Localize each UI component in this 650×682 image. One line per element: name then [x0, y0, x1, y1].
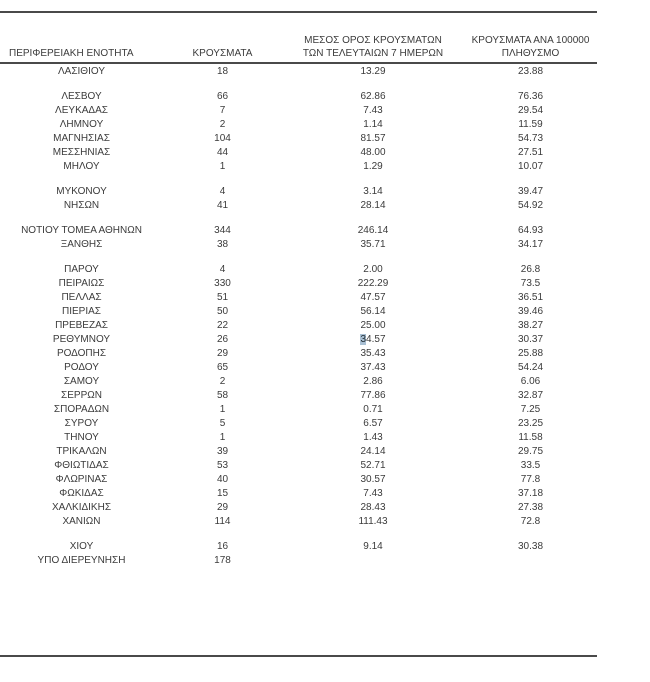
cell-cases: 4 [219, 264, 226, 275]
cell-per100k [464, 554, 597, 568]
cell-avg7: 34.57 [360, 334, 386, 345]
cell-per100k: 54.92 [517, 200, 544, 211]
cell-cases: 53 [216, 460, 229, 471]
cell-region: ΤΗΝΟΥ [64, 432, 99, 443]
cell-cases: 178 [214, 555, 231, 566]
cell-region: ΜΑΓΝΗΣΙΑΣ [53, 133, 110, 144]
cell-region: ΣΕΡΡΩΝ [61, 390, 102, 401]
cell-avg7: 7.43 [363, 488, 383, 499]
cell-avg7: 81.57 [360, 133, 386, 144]
cell-avg7: 13.29 [360, 66, 386, 77]
cell-per100k: 38.27 [517, 320, 544, 331]
cell-avg7: 62.86 [360, 91, 386, 102]
cell-region: ΣΥΡΟΥ [64, 418, 99, 429]
cell-region: ΥΠΟ ΔΙΕΡΕΥΝΗΣΗ [37, 555, 126, 566]
table-row [0, 347, 597, 361]
cell-cases: 40 [216, 474, 229, 485]
cell-per100k: 54.24 [517, 362, 544, 373]
cell-per100k: 27.38 [517, 502, 544, 513]
column-header-per100k [464, 34, 597, 60]
cell-avg7: 28.14 [360, 200, 386, 211]
cell-avg7: 25.00 [360, 320, 386, 331]
cell-avg7: 56.14 [360, 306, 386, 317]
table-row [0, 540, 597, 554]
cell-cases: 15 [216, 488, 229, 499]
table-row [0, 118, 597, 132]
cell-region: ΡΟΔΟΥ [64, 362, 99, 373]
cell-region: ΧΙΟΥ [69, 541, 94, 552]
table-row [0, 473, 597, 487]
table-row [0, 90, 597, 104]
cell-per100k: 76.36 [517, 91, 544, 102]
cell-region: ΦΩΚΙΔΑΣ [59, 488, 104, 499]
column-header-per100k-line2: ΠΛΗΘΥΣΜΟ [501, 48, 560, 59]
cell-region: ΛΑΣΙΘΙΟΥ [58, 66, 105, 77]
cell-cases: 18 [216, 66, 229, 77]
column-header-avg7-line1: ΜΕΣΟΣ ΟΡΟΣ ΚΡΟΥΣΜΑΤΩΝ [304, 35, 442, 46]
cell-region: ΜΗΛΟΥ [63, 161, 100, 172]
table-row [0, 291, 597, 305]
cell-per100k: 39.46 [517, 306, 544, 317]
cell-per100k: 10.07 [517, 161, 544, 172]
cell-cases: 7 [219, 105, 226, 116]
cell-per100k: 23.25 [517, 418, 544, 429]
cell-per100k: 6.06 [520, 376, 541, 387]
cell-cases: 38 [216, 239, 229, 250]
table-row [0, 403, 597, 417]
cell-cases: 26 [216, 334, 229, 345]
cell-region: ΤΡΙΚΑΛΩΝ [56, 446, 107, 457]
cell-region: ΦΛΩΡΙΝΑΣ [55, 474, 108, 485]
cell-region: ΡΟΔΟΠΗΣ [56, 348, 107, 359]
cell-cases: 66 [216, 91, 229, 102]
table-row [0, 554, 597, 568]
table-row [0, 361, 597, 375]
cell-avg7: 2.86 [363, 376, 383, 387]
table-row [0, 515, 597, 529]
cell-cases: 4 [219, 186, 226, 197]
cell-per100k: 54.73 [517, 133, 544, 144]
cell-cases: 29 [216, 348, 229, 359]
cell-avg7: 0.71 [363, 404, 383, 415]
cell-cases: 29 [216, 502, 229, 513]
column-header-cases: ΚΡΟΥΣΜΑΤΑ [192, 48, 253, 59]
cell-cases: 344 [214, 225, 231, 236]
cell-region: ΡΕΘΥΜΝΟΥ [52, 334, 111, 345]
column-header-avg7-line2: ΤΩΝ ΤΕΛΕΥΤΑΙΩΝ 7 ΗΜΕΡΩΝ [302, 48, 444, 59]
cell-per100k: 30.37 [517, 334, 544, 345]
table-row [0, 459, 597, 473]
cell-avg7: 52.71 [360, 460, 386, 471]
table-row [0, 501, 597, 515]
table-row [0, 104, 597, 118]
cell-per100k: 11.58 [518, 432, 543, 443]
table-row [0, 199, 597, 213]
cell-per100k: 73.5 [520, 278, 541, 289]
table-row [0, 389, 597, 403]
cell-per100k: 64.93 [517, 225, 544, 236]
cell-region: ΜΥΚΟΝΟΥ [56, 186, 107, 197]
cell-cases: 5 [219, 418, 226, 429]
cell-region: ΜΕΣΣΗΝΙΑΣ [52, 147, 111, 158]
cell-avg7: 2.00 [363, 264, 383, 275]
cell-avg7: 6.57 [363, 418, 383, 429]
cell-cases: 2 [219, 376, 226, 387]
cell-per100k: 33.5 [520, 460, 541, 471]
table-row [0, 319, 597, 333]
cell-avg7: 9.14 [363, 541, 383, 552]
cell-avg7: 37.43 [360, 362, 386, 373]
cell-avg7: 28.43 [360, 502, 386, 513]
cell-avg7: 1.43 [363, 432, 383, 443]
cell-per100k: 23.88 [517, 66, 544, 77]
cell-avg7: 24.14 [360, 446, 386, 457]
cell-per100k: 29.75 [517, 446, 544, 457]
table-top-rule [0, 11, 597, 13]
cell-cases: 44 [216, 147, 229, 158]
cell-region: ΠΙΕΡΙΑΣ [62, 306, 101, 317]
table-row [0, 487, 597, 501]
cell-cases: 330 [214, 278, 231, 289]
cell-per100k: 32.87 [517, 390, 544, 401]
table-row [0, 375, 597, 389]
cell-cases: 16 [216, 541, 229, 552]
cell-cases: 58 [216, 390, 229, 401]
cell-region: ΠΡΕΒΕΖΑΣ [55, 320, 108, 331]
cell-region: ΧΑΛΚΙΔΙΚΗΣ [52, 502, 111, 513]
cell-avg7: 77.86 [360, 390, 386, 401]
cell-cases: 39 [216, 446, 229, 457]
cell-avg7: 111.43 [358, 516, 388, 527]
cell-per100k: 77.8 [520, 474, 541, 485]
table-row [0, 146, 597, 160]
cell-cases: 1 [219, 404, 226, 415]
table-row [0, 263, 597, 277]
cell-avg7: 222.29 [357, 278, 389, 289]
cell-per100k: 39.47 [517, 186, 544, 197]
table-row [0, 305, 597, 319]
cell-avg7: 35.71 [360, 239, 386, 250]
cell-region: ΛΕΣΒΟΥ [61, 91, 102, 102]
cell-per100k: 7.25 [520, 404, 541, 415]
cell-avg7: 246.14 [357, 225, 389, 236]
table-row [0, 277, 597, 291]
table-row [0, 65, 597, 79]
cell-avg7: 30.57 [360, 474, 386, 485]
table-bottom-rule [0, 655, 597, 657]
cell-cases: 41 [216, 200, 229, 211]
cell-per100k: 29.54 [517, 105, 544, 116]
cell-cases: 1 [219, 161, 226, 172]
table-row [0, 417, 597, 431]
table-body [0, 65, 597, 568]
column-header-avg7 [282, 34, 464, 60]
cell-per100k: 26.8 [520, 264, 541, 275]
cell-region: ΣΠΟΡΑΔΩΝ [53, 404, 110, 415]
cell-region: ΠΑΡΟΥ [64, 264, 99, 275]
cell-cases: 114 [214, 516, 231, 527]
column-header-per100k-line1: ΚΡΟΥΣΜΑΤΑ ΑΝΑ 100000 [471, 35, 590, 46]
cell-region: ΝΗΣΩΝ [63, 200, 100, 211]
cell-cases: 2 [219, 119, 226, 130]
cell-per100k: 25.88 [517, 348, 544, 359]
cell-region: ΛΕΥΚΑΔΑΣ [55, 105, 108, 116]
cell-region: ΝΟΤΙΟΥ ΤΟΜΕΑ ΑΘΗΝΩΝ [21, 225, 142, 236]
cell-cases: 65 [216, 362, 229, 373]
cell-per100k: 72.8 [520, 516, 541, 527]
cell-per100k: 37.18 [517, 488, 544, 499]
column-header-region: ΠΕΡΙΦΕΡΕΙΑΚΗ ΕΝΟΤΗΤΑ [9, 48, 134, 59]
cell-region: ΠΕΛΛΑΣ [61, 292, 102, 303]
cell-cases: 50 [216, 306, 229, 317]
cell-cases: 104 [214, 133, 231, 144]
selected-text: 3 [360, 334, 367, 345]
cell-region: ΛΗΜΝΟΥ [59, 119, 104, 130]
cell-per100k: 11.59 [518, 119, 543, 130]
cell-cases: 22 [216, 320, 229, 331]
cell-per100k: 27.51 [517, 147, 544, 158]
cell-avg7: 7.43 [363, 105, 383, 116]
table-row [0, 238, 597, 252]
cell-region: ΣΑΜΟΥ [63, 376, 100, 387]
cell-region: ΦΘΙΩΤΙΔΑΣ [54, 460, 109, 471]
cell-avg7: 48.00 [360, 147, 386, 158]
cell-avg7: 3.14 [363, 186, 383, 197]
table-row [0, 224, 597, 238]
cell-region: ΧΑΝΙΩΝ [62, 516, 101, 527]
table-row [0, 445, 597, 459]
table-row [0, 132, 597, 146]
cell-avg7 [282, 554, 464, 568]
cell-region: ΠΕΙΡΑΙΩΣ [58, 278, 105, 289]
cell-per100k: 34.17 [517, 239, 544, 250]
cell-avg7: 35.43 [360, 348, 386, 359]
cell-per100k: 30.38 [517, 541, 544, 552]
header-bottom-rule [0, 62, 597, 64]
table-header-row [0, 34, 597, 60]
cell-cases: 51 [216, 292, 229, 303]
cell-avg7: 1.14 [363, 119, 383, 130]
cell-avg7: 1.29 [363, 161, 383, 172]
cell-region: ΞΑΝΘΗΣ [60, 239, 103, 250]
table-row [0, 431, 597, 445]
cell-per100k: 36.51 [517, 292, 544, 303]
table-row [0, 160, 597, 174]
table-row [0, 185, 597, 199]
cell-avg7: 47.57 [360, 292, 386, 303]
cell-cases: 1 [219, 432, 226, 443]
table-row [0, 333, 597, 347]
